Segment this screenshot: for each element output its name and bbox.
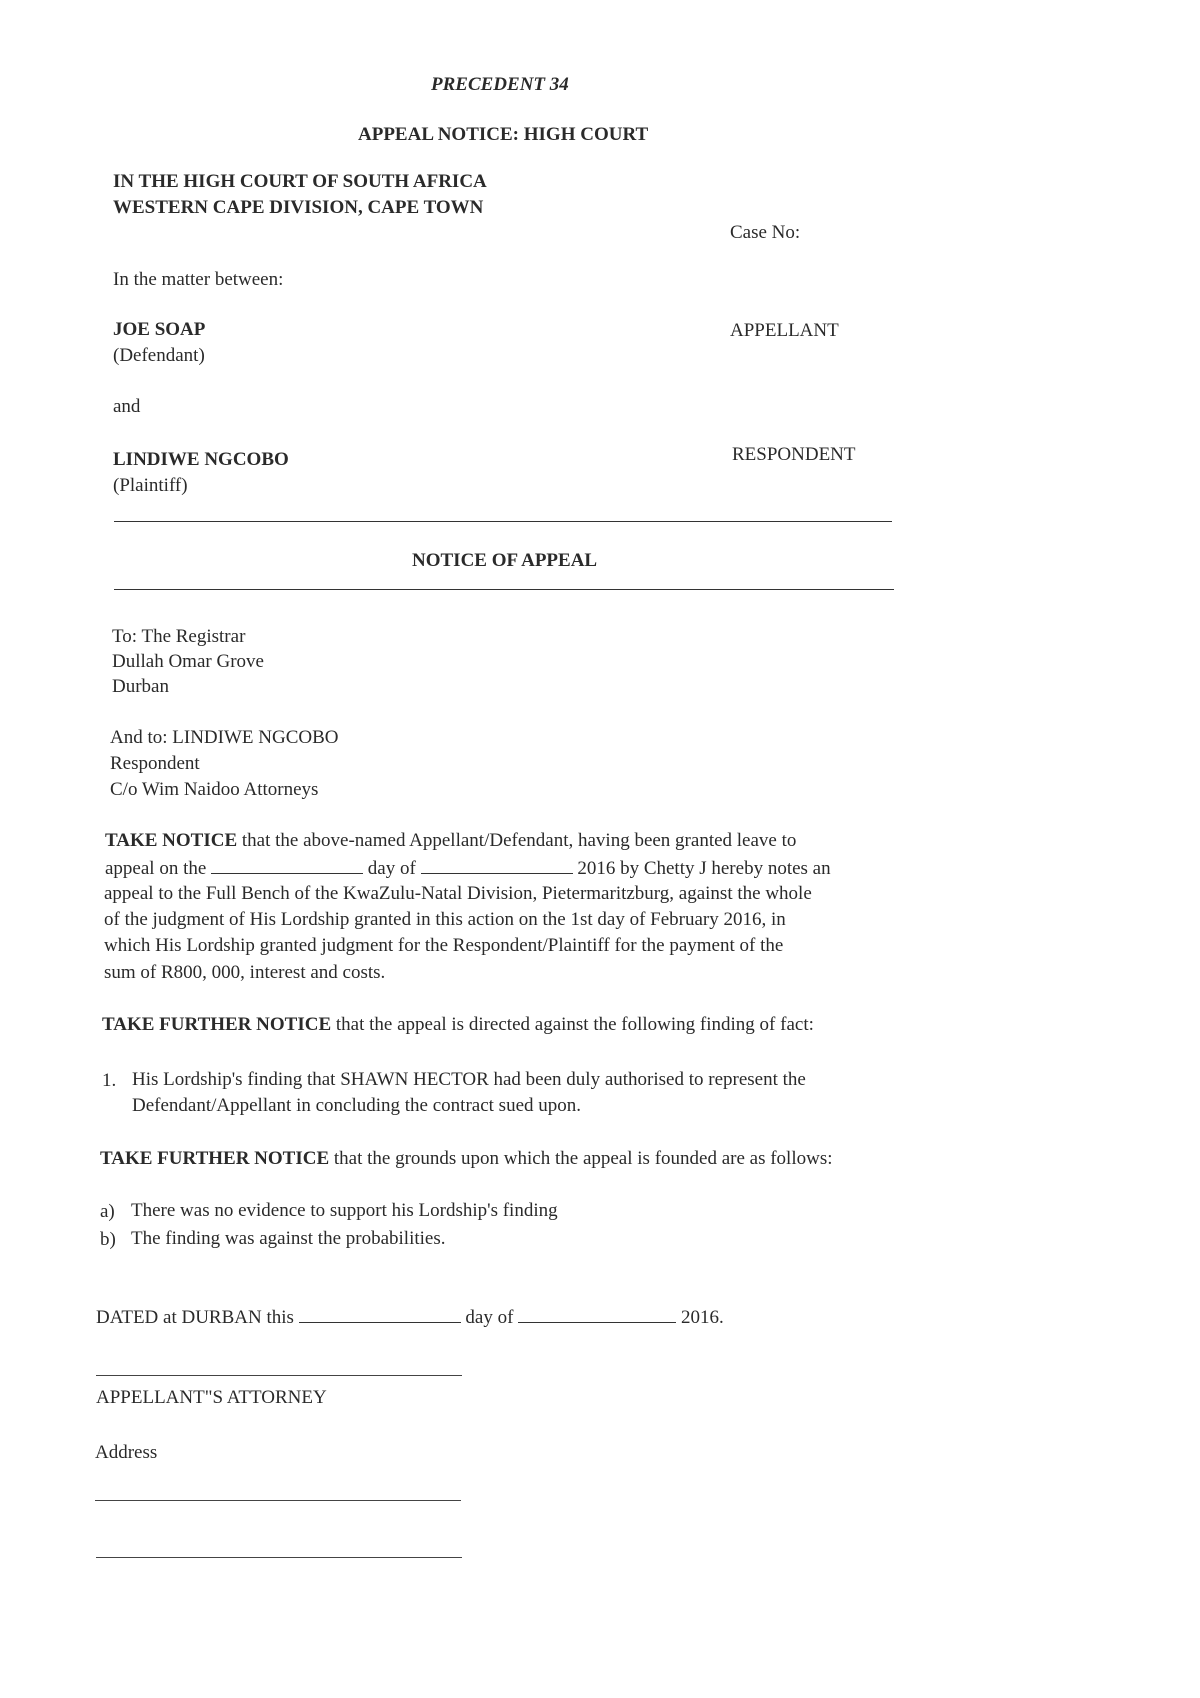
day-blank[interactable] [299, 1306, 461, 1323]
ground-b-marker: b) [100, 1229, 116, 1250]
signature-line [96, 1375, 462, 1376]
ground-a-text: There was no evidence to support his Lordship's finding [131, 1200, 558, 1221]
p1-line-4: of the judgment of His Lordship granted in this action on the 1st day of February 2016, in [104, 909, 786, 930]
p2-line: TAKE FURTHER NOTICE that the appeal is directed against the following finding of fact: [102, 1014, 814, 1035]
respondent-role-note: (Plaintiff) [113, 475, 188, 496]
p1-line-1: TAKE NOTICE that the above-named Appellant/Defendant, having been granted leave to [105, 830, 797, 851]
respondent-label: RESPONDENT [732, 444, 856, 465]
respondent-name: LINDIWE NGCOBO [113, 449, 289, 470]
address-line-2 [96, 1557, 462, 1558]
item-1-line-1: His Lordship's finding that SHAWN HECTOR had been duly authorised to represent the [132, 1069, 806, 1090]
p1-line-5: which His Lordship granted judgment for the Respondent/Plaintiff for the payment of the [104, 935, 784, 956]
and-to-line-1: And to: LINDIWE NGCOBO [110, 727, 339, 748]
and-word: and [113, 396, 141, 417]
heading-rule-top [114, 521, 892, 522]
attorney-label: APPELLANT"S ATTORNEY [96, 1387, 327, 1408]
notice-heading: NOTICE OF APPEAL [412, 550, 598, 571]
to-line-1: To: The Registrar [112, 626, 246, 647]
dated-line: DATED at DURBAN this day of 2016. [96, 1307, 724, 1328]
appellant-role-note: (Defendant) [113, 345, 205, 366]
take-further-notice-lead-1: TAKE FURTHER NOTICE [102, 1014, 332, 1035]
month-blank-1[interactable] [421, 857, 573, 874]
court-line-1: IN THE HIGH COURT OF SOUTH AFRICA [113, 171, 487, 192]
item-1-line-2: Defendant/Appellant in concluding the contract sued upon. [132, 1095, 582, 1116]
p3-line: TAKE FURTHER NOTICE that the grounds upon which the appeal is founded are as follows: [100, 1148, 833, 1169]
p1-line-2: appeal on the day of 2016 by Chetty J hereby notes an [105, 858, 831, 879]
appellant-label: APPELLANT [730, 320, 839, 341]
appellant-name: JOE SOAP [113, 319, 206, 340]
ground-a-marker: a) [100, 1201, 115, 1222]
month-blank-2[interactable] [518, 1306, 676, 1323]
and-to-line-3: C/o Wim Naidoo Attorneys [110, 779, 319, 800]
take-further-notice-lead-2: TAKE FURTHER NOTICE [100, 1148, 330, 1169]
ground-b-text: The finding was against the probabilities. [131, 1228, 446, 1249]
and-to-line-2: Respondent [110, 753, 200, 774]
case-no-label: Case No: [730, 222, 801, 243]
to-line-2: Dullah Omar Grove [112, 651, 264, 672]
address-label: Address [95, 1442, 158, 1463]
document-title: APPEAL NOTICE: HIGH COURT [358, 124, 649, 145]
precedent-number: PRECEDENT 34 [431, 74, 569, 95]
p1-line-6: sum of R800, 000, interest and costs. [104, 962, 386, 983]
address-line-1 [95, 1500, 461, 1501]
p1-line-3: appeal to the Full Bench of the KwaZulu-Natal Division, Pietermaritzburg, against the whole [104, 883, 812, 904]
to-line-3: Durban [112, 676, 169, 697]
date-blank-1[interactable] [211, 857, 363, 874]
heading-rule-bottom [114, 589, 894, 590]
matter-intro: In the matter between: [113, 269, 284, 290]
item-1-number: 1. [102, 1070, 117, 1091]
court-line-2: WESTERN CAPE DIVISION, CAPE TOWN [113, 197, 484, 218]
take-notice-lead: TAKE NOTICE [105, 830, 238, 851]
